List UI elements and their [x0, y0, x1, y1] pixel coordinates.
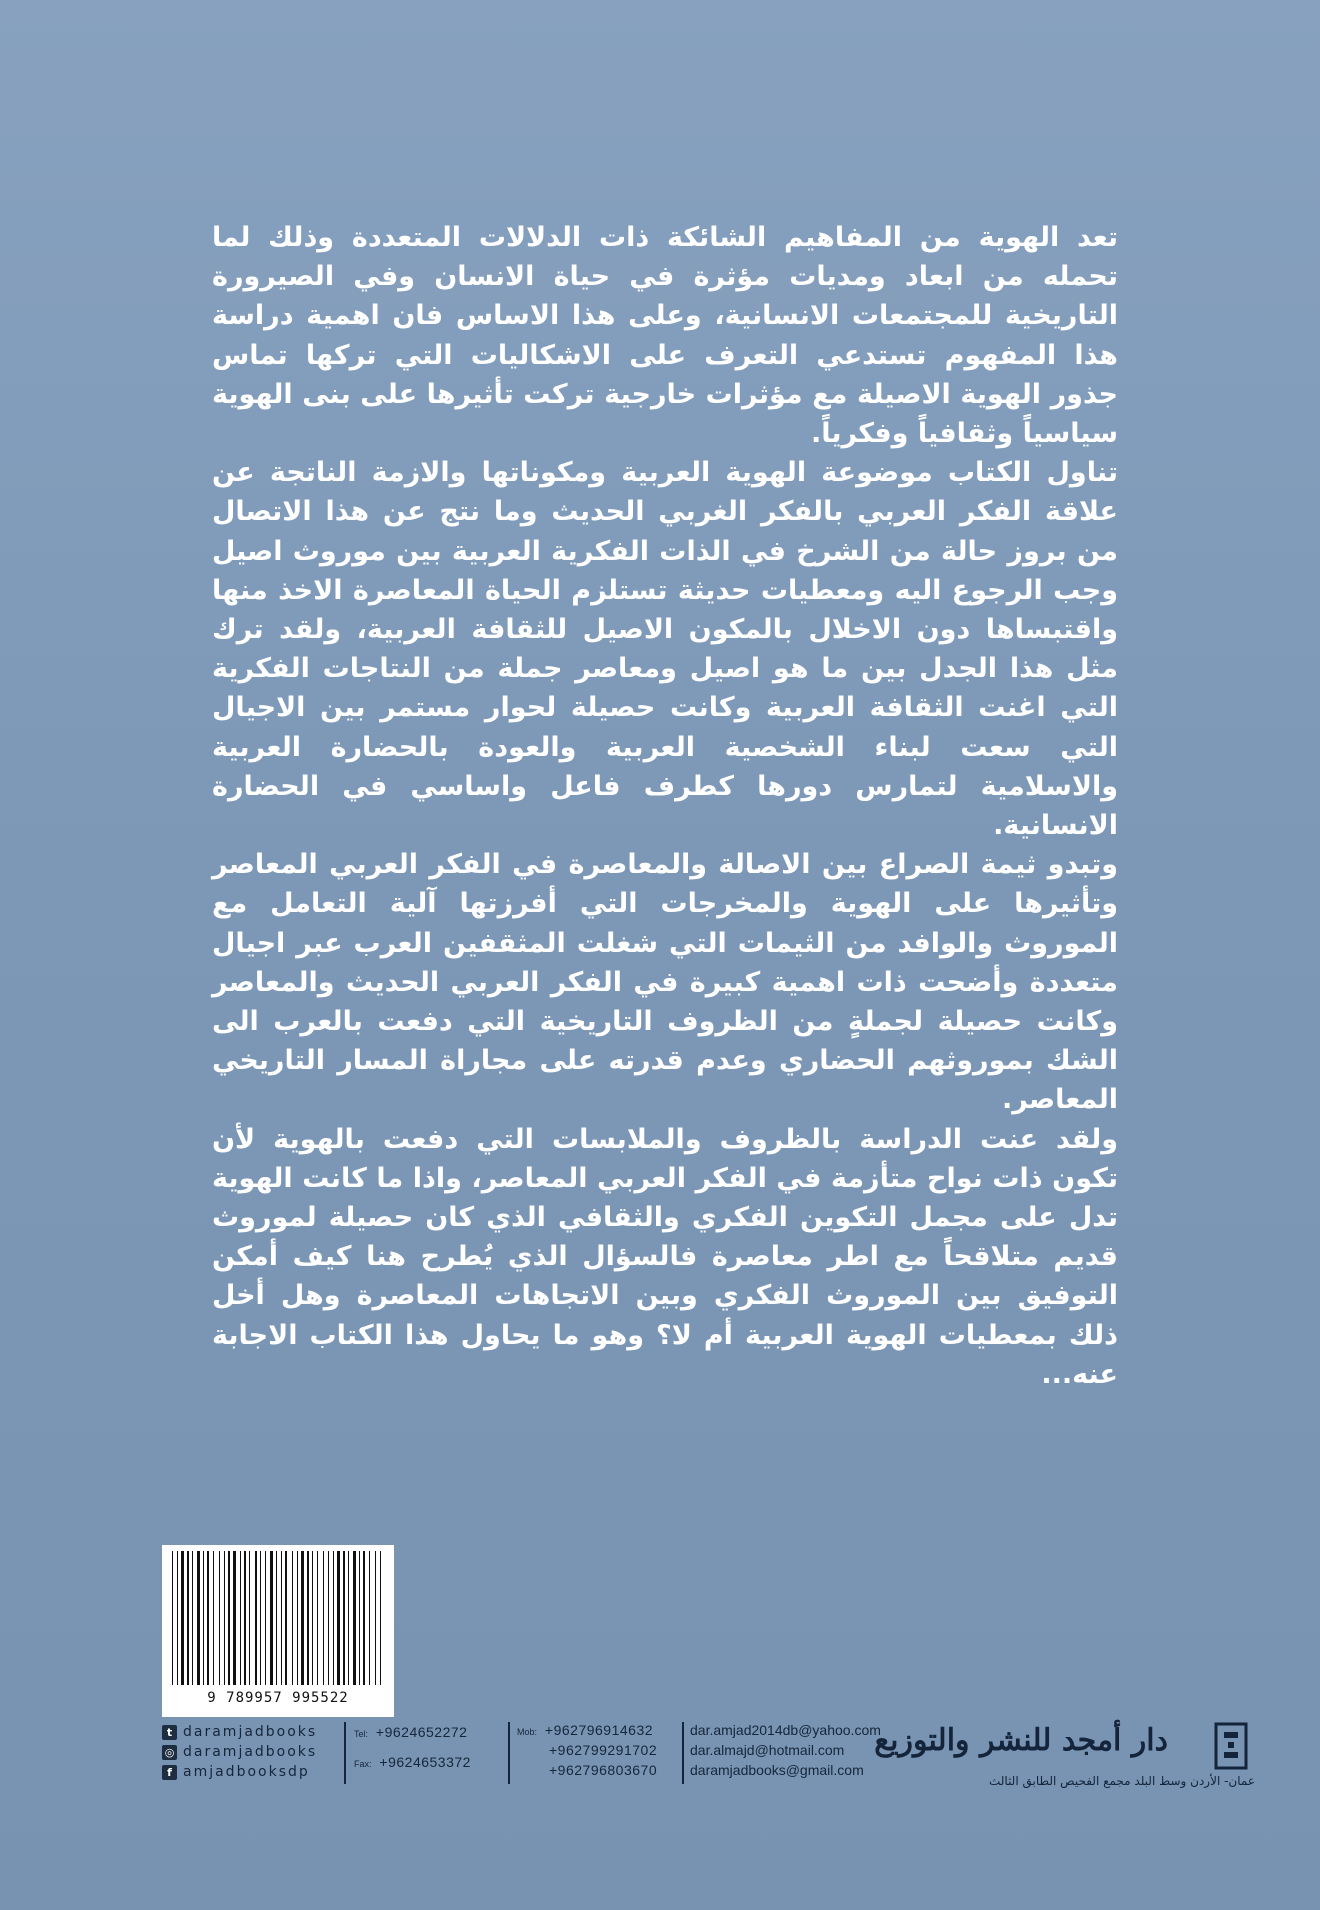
facebook-icon: f — [162, 1765, 177, 1780]
isbn-barcode — [162, 1545, 394, 1717]
facebook-handle: amjadbooksdp — [183, 1764, 310, 1780]
fax-number: +9624653372 — [379, 1754, 471, 1770]
isbn-number: 9 789957 995522 — [207, 1690, 349, 1706]
fax-label: Fax: — [354, 1759, 372, 1769]
tel-number: +9624652272 — [375, 1724, 468, 1740]
mobile-row-3 — [517, 1760, 657, 1780]
social-twitter[interactable] — [162, 1722, 317, 1742]
twitter-handle: daramjadbooks — [183, 1724, 318, 1740]
email-1[interactable]: dar.amjad2014db@yahoo.com — [690, 1722, 881, 1738]
email-column — [690, 1720, 881, 1780]
divider — [508, 1722, 510, 1784]
publisher-logo — [874, 1712, 1168, 1770]
email-2[interactable]: dar.almajd@hotmail.com — [690, 1742, 845, 1758]
description-paragraph-2: تناول الكتاب موضوعة الهوية العربية ومكوناتها والازمة الناتجة عن علاقة الفكر العربي بالفكر الغربي الحديث وما نتج عن هذا الاتصال من بروز حالة من الشرخ في الذات الفكرية العربية بين موروث اصيل وجب الرجوع اليه ومعطيات حديثة تستلزم الحياة المعاصرة الاخذ منها واقتبساها دون الاخلال بالمكون الاصيل للثقافة العربية، ولقد ترك مثل هذا الجدل بين ما هو اصيل ومعاصر جملة من النتاجات الفكرية التي اغنت الثقافة العربية وكانت حصيلة لحوار مستمر بين الاجيال التي سعت لبناء الشخصية العربية والعودة بالحضارة العربية والاسلامية لتمارس دورها كطرف فاعل واساسي في الحضارة الانسانية. — [212, 457, 1118, 842]
tel-label: Tel: — [354, 1729, 369, 1739]
publisher-emblem-icon — [1212, 1722, 1250, 1770]
barcode-bars — [170, 1551, 386, 1685]
publisher-name: دار أمجد للنشر والتوزيع — [874, 1723, 1168, 1758]
mobile-row-2 — [517, 1740, 657, 1760]
social-links — [162, 1722, 317, 1782]
publisher-address: عمان- الأردن وسط البلد مجمع الفحيص الطابق الثالث — [988, 1774, 1255, 1788]
description-paragraph-1: تعد الهوية من المفاهيم الشائكة ذات الدلالات المتعددة وذلك لما تحمله من ابعاد ومديات مؤثرة في حياة الانسان وفي الصيرورة التاريخية للمجتمعات الانسانية، وعلى هذا الاساس فان اهمية دراسة هذا المفهوم تستدعي التعرف على الاشكاليات التي تركها تماس جذور الهوية الاصيلة مع مؤثرات خارجية تركت تأثيرها على بنى الهوية سياسياً وثقافياً وفكرياً. — [212, 222, 1118, 450]
mobile-number-2: +962799291702 — [549, 1742, 658, 1758]
email-3[interactable]: daramjadbooks@gmail.com — [690, 1762, 864, 1778]
mobile-number-1: +962796914632 — [544, 1722, 654, 1738]
instagram-handle: daramjadbooks — [183, 1744, 318, 1760]
book-description — [212, 218, 1118, 1394]
divider — [682, 1722, 684, 1784]
phone-fax-column — [354, 1722, 471, 1772]
divider — [344, 1722, 346, 1784]
instagram-icon: ◎ — [162, 1745, 177, 1760]
tel-row — [354, 1722, 471, 1742]
description-paragraph-3: وتبدو ثيمة الصراع بين الاصالة والمعاصرة في الفكر العربي المعاصر وتأثيرها على الهوية والمخرجات التي أفرزتها آلية التعامل مع الموروث والوافد من الثيمات التي شغلت المثقفين العرب عبر اجيال متعددة وأضحت ذات اهمية كبيرة في الفكر العربي الحديث والمعاصر وكانت حصيلة لجملةٍ من الظروف التاريخية التي دفعت بالعرب الى الشك بموروثهم الحضاري وعدم قدرته على مجاراة المسار التاريخي المعاصر. — [212, 849, 1118, 1116]
fax-row — [354, 1752, 471, 1772]
mobile-number-3: +962796803670 — [549, 1762, 658, 1778]
twitter-icon: t — [162, 1725, 177, 1740]
mobile-row-1 — [517, 1720, 657, 1740]
mobile-column — [517, 1720, 657, 1780]
mob-label: Mob: — [517, 1727, 538, 1737]
social-facebook[interactable] — [162, 1762, 317, 1782]
social-instagram[interactable] — [162, 1742, 317, 1762]
description-paragraph-4: ولقد عنت الدراسة بالظروف والملابسات التي دفعت بالهوية لأن تكون ذات نواح متأزمة في الفكر العربي المعاصر، واذا ما كانت الهوية تدل على مجمل التكوين الفكري والثقافي الذي كان حصيلة لموروث قديم متلاقحاً مع اطر معاصرة فالسؤال الذي يُطرح هنا كيف أمكن التوفيق بين الموروث الفكري وبين الاتجاهات المعاصرة وهل أخل ذلك بمعطيات الهوية العربية أم لا؟ وهو ما يحاول هذا الكتاب الاجابة عنه... — [212, 1123, 1118, 1390]
